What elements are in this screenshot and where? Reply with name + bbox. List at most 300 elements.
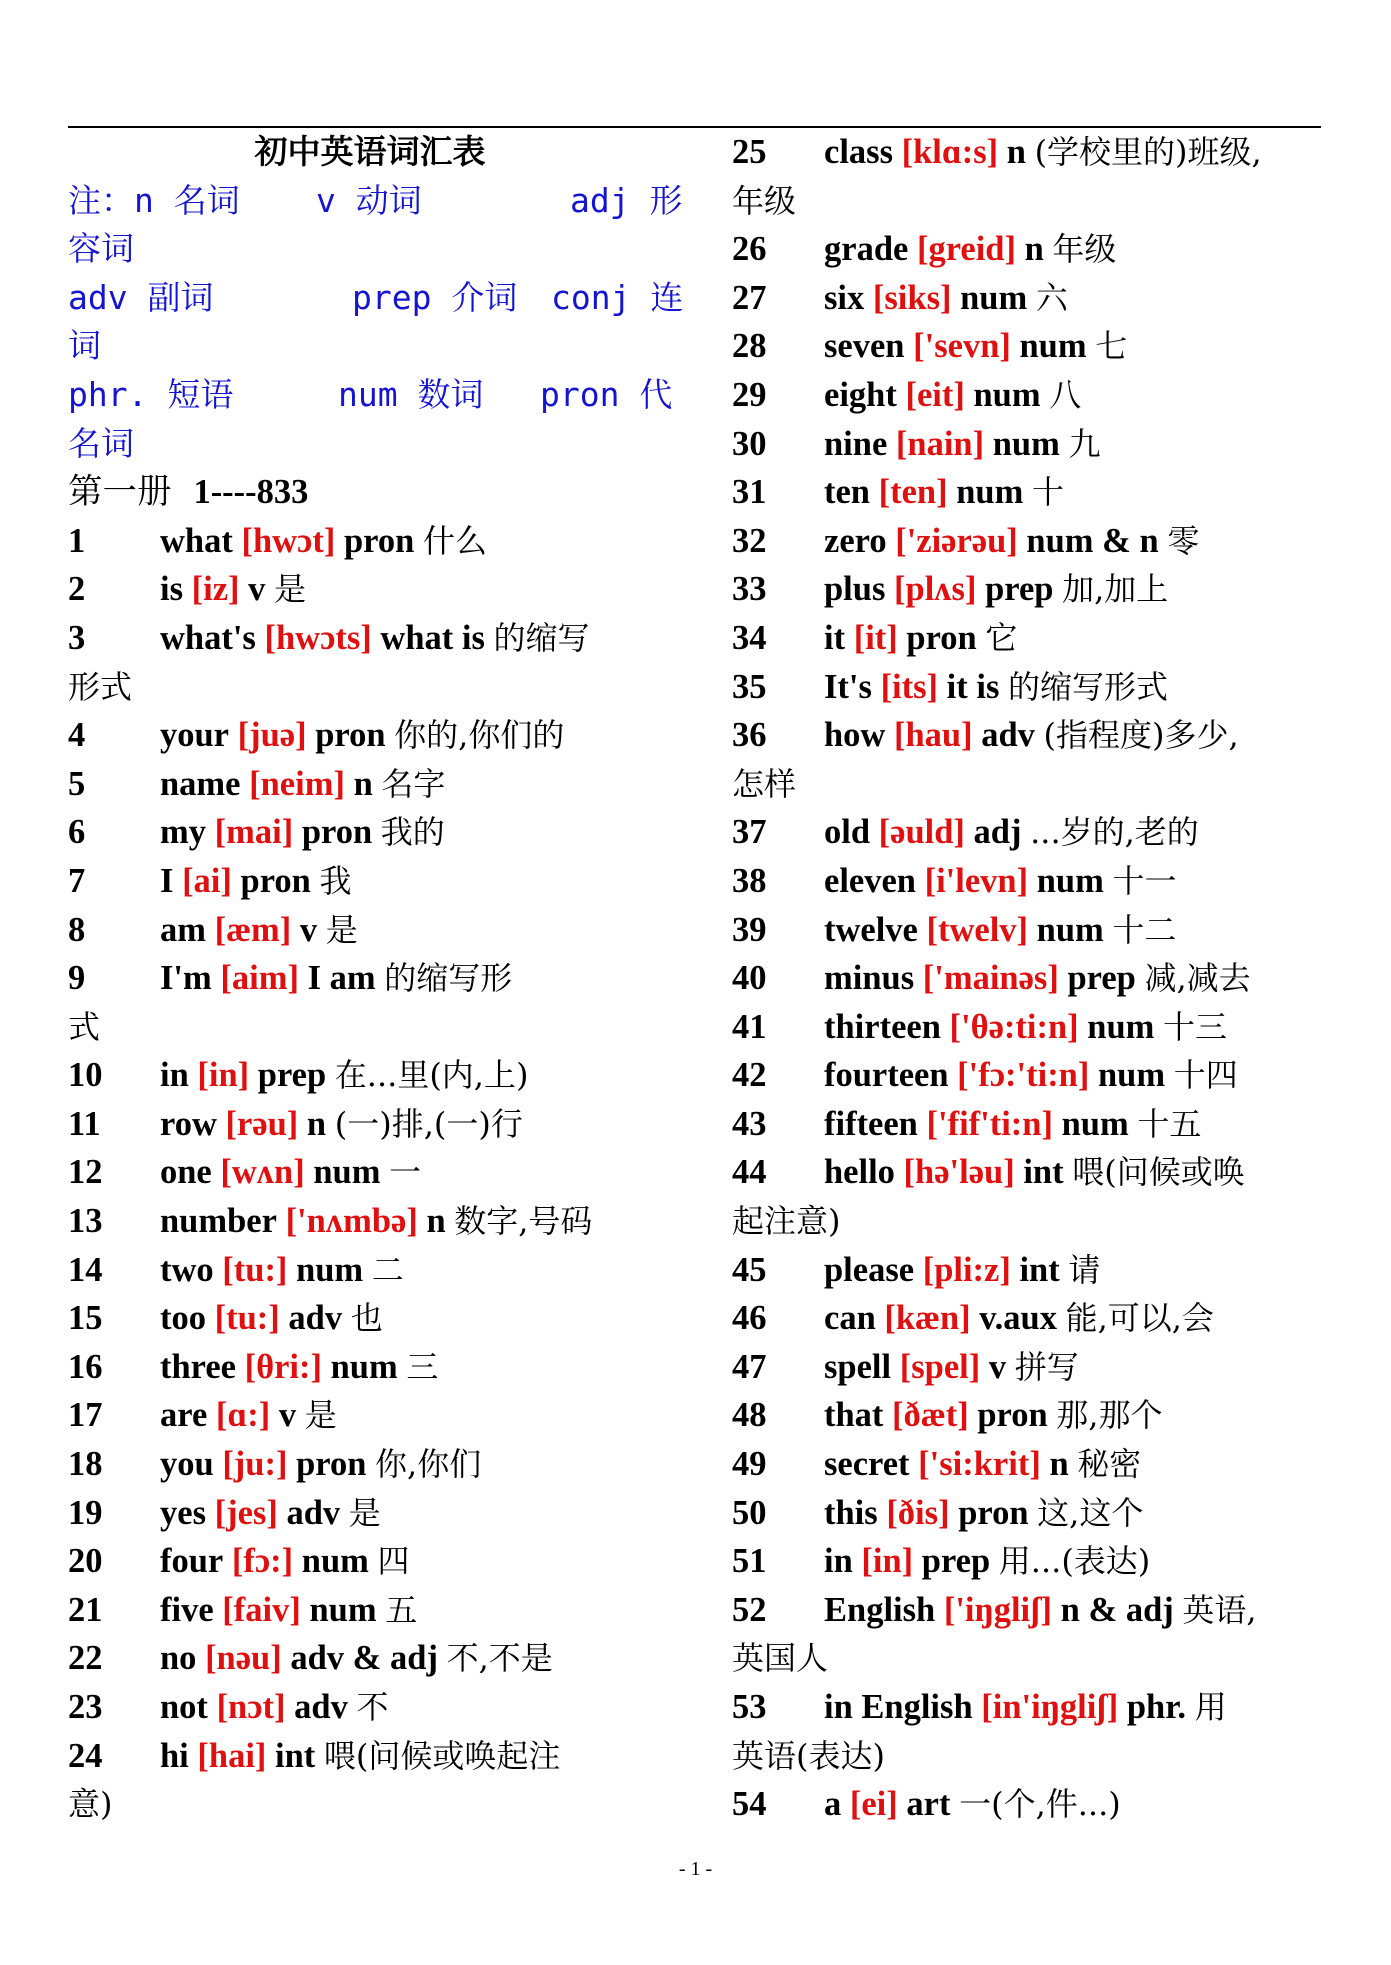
entry-meaning: 四 <box>377 1542 410 1581</box>
entry-body <box>824 322 1127 371</box>
entry-meaning: 十三 <box>1163 1007 1228 1046</box>
page-title: 初中英语词汇表 <box>254 132 486 171</box>
entry-part-of-speech: I am <box>307 959 376 998</box>
entry-number: 41 <box>732 1007 767 1046</box>
entry-number: 48 <box>732 1396 767 1435</box>
right-column <box>732 128 1324 1829</box>
entry-body <box>824 1683 1227 1732</box>
vocab-entry <box>68 1634 672 1683</box>
entry-meaning: 七 <box>1095 327 1128 366</box>
entry-number: 7 <box>68 861 86 900</box>
entry-part-of-speech: n <box>1024 230 1044 269</box>
legend-item: phr. 短语 <box>68 374 234 414</box>
entry-meaning: 十四 <box>1173 1056 1238 1095</box>
vocab-entry <box>732 954 1324 1003</box>
entry-word: zero <box>824 521 887 560</box>
entry-meaning: 六 <box>1035 278 1068 317</box>
entry-number: 46 <box>732 1299 767 1338</box>
entry-meaning: (指程度)多少, <box>1043 716 1239 755</box>
entry-continuation: 意) <box>68 1785 113 1824</box>
vocab-entry <box>732 663 1324 712</box>
entry-meaning: 拼写 <box>1014 1347 1079 1386</box>
entry-body <box>160 760 445 809</box>
entry-word: class <box>824 133 893 171</box>
entry-word: hello <box>824 1153 895 1192</box>
entry-phonetic: ['ziərəu] <box>895 521 1018 560</box>
entry-number: 47 <box>732 1347 767 1386</box>
legend-line: 容词 <box>68 229 134 269</box>
entry-meaning: (学校里的)班级, <box>1034 133 1262 171</box>
entry-part-of-speech: int <box>1023 1153 1064 1192</box>
vocab-entry <box>68 1100 672 1149</box>
entry-phonetic: ['nʌmbə] <box>285 1202 418 1241</box>
entry-word: minus <box>824 959 915 998</box>
entry-part-of-speech: num <box>956 473 1024 512</box>
entry-word: this <box>824 1493 878 1532</box>
entry-body <box>160 1051 528 1100</box>
vocab-entry <box>732 225 1324 274</box>
entry-number: 35 <box>732 667 767 706</box>
vocab-entry <box>732 371 1324 420</box>
entry-word: my <box>160 813 206 852</box>
entry-meaning: 加,加上 <box>1062 570 1169 609</box>
entry-meaning: 的缩写形式 <box>1008 667 1169 706</box>
entry-number: 17 <box>68 1396 103 1435</box>
entry-part-of-speech: int <box>275 1736 316 1775</box>
entry-word: twelve <box>824 910 918 949</box>
vocab-entry <box>68 1586 672 1635</box>
entry-part-of-speech: num <box>1087 1007 1155 1046</box>
legend-line: 名词 <box>68 423 134 463</box>
entry-number: 23 <box>68 1688 103 1726</box>
entry-phonetic: [tu:] <box>214 1299 280 1338</box>
entry-word: yes <box>160 1493 206 1532</box>
entry-meaning: 英语, <box>1182 1590 1257 1629</box>
volume-range: 1----833 <box>193 473 309 512</box>
entry-number: 21 <box>68 1590 103 1629</box>
entry-meaning: 是 <box>304 1396 337 1435</box>
page-number: - 1 - <box>678 1858 713 1880</box>
entry-part-of-speech: num <box>1019 327 1087 366</box>
entry-part-of-speech: num <box>296 1250 364 1289</box>
entry-body <box>824 1537 1150 1586</box>
entry-number: 18 <box>68 1445 103 1484</box>
entry-phonetic: [hə'ləu] <box>903 1153 1015 1192</box>
entry-part-of-speech: prep <box>921 1542 991 1581</box>
entry-phonetic: [siks] <box>872 278 952 317</box>
entry-meaning: 在...里(内,上) <box>334 1056 529 1095</box>
entry-number: 49 <box>732 1445 767 1484</box>
entry-part-of-speech: n <box>353 764 373 803</box>
vocab-entry <box>68 1537 672 1586</box>
entry-meaning: 五 <box>385 1590 418 1629</box>
entry-body <box>160 1148 421 1197</box>
entry-body <box>824 128 1262 177</box>
vocab-entry <box>68 565 672 614</box>
entry-part-of-speech: num <box>1061 1104 1129 1143</box>
vocab-entry <box>68 1343 672 1392</box>
entry-number: 29 <box>732 375 767 414</box>
entry-part-of-speech: v <box>278 1396 297 1435</box>
entry-number: 30 <box>732 424 767 463</box>
entry-body <box>824 808 1199 857</box>
entry-word: plus <box>824 570 886 609</box>
entry-meaning: 喂(问候或唤 <box>1072 1153 1245 1192</box>
entry-part-of-speech: n <box>306 1104 327 1143</box>
entry-word: row <box>160 1104 217 1143</box>
entry-word: please <box>824 1250 915 1289</box>
entry-word: what <box>160 521 233 560</box>
entry-word: nine <box>824 424 888 463</box>
entry-body <box>160 1197 592 1246</box>
entry-number: 44 <box>732 1153 767 1192</box>
entry-phonetic: [nɔt] <box>216 1688 286 1726</box>
entry-body <box>160 906 358 955</box>
entry-phonetic: [ai] <box>182 861 232 900</box>
entry-meaning: 的缩写形 <box>384 959 513 998</box>
entry-part-of-speech: n & adj <box>1060 1590 1174 1629</box>
entry-word: five <box>160 1590 214 1629</box>
entry-word: your <box>160 716 229 755</box>
entry-number: 22 <box>68 1639 103 1678</box>
entry-body <box>824 1003 1227 1052</box>
entry-part-of-speech: adv <box>981 716 1035 755</box>
entry-phonetic: [juə] <box>237 716 307 755</box>
entry-meaning: 不 <box>356 1688 389 1726</box>
entry-number: 3 <box>68 618 86 657</box>
entry-phonetic: [in] <box>861 1542 914 1581</box>
legend-item: conj 连 <box>551 277 684 317</box>
entry-phonetic: [it] <box>853 618 898 657</box>
entry-number: 31 <box>732 473 767 512</box>
vocab-entry <box>68 808 672 857</box>
vocab-entry <box>68 906 672 955</box>
legend-line <box>68 371 672 420</box>
entry-phonetic: [twelv] <box>926 910 1029 949</box>
entry-part-of-speech: pron <box>958 1493 1029 1532</box>
entry-meaning: 它 <box>985 618 1018 657</box>
entry-word: secret <box>824 1445 910 1484</box>
vocab-entry <box>732 517 1324 566</box>
entry-number: 16 <box>68 1347 103 1386</box>
vocab-entry <box>732 274 1324 323</box>
entry-body <box>824 565 1168 614</box>
entry-word: ten <box>824 473 870 512</box>
entry-number: 39 <box>732 910 767 949</box>
entry-body <box>160 614 590 663</box>
entry-word: in <box>824 1542 853 1581</box>
entry-part-of-speech: num <box>301 1542 369 1581</box>
entry-phonetic: ['sevn] <box>913 327 1011 366</box>
entry-part-of-speech: num <box>960 278 1028 317</box>
entry-body <box>160 1246 404 1295</box>
vocab-entry <box>732 1100 1324 1149</box>
vocab-entry <box>68 1732 672 1781</box>
entry-word: am <box>160 910 206 949</box>
entry-meaning: 名字 <box>381 764 446 803</box>
entry-phonetic: ['fif'ti:n] <box>926 1104 1053 1143</box>
entry-number: 33 <box>732 570 767 609</box>
entry-word: eight <box>824 375 897 414</box>
vocab-entry <box>732 1489 1324 1538</box>
entry-phonetic: [jes] <box>214 1493 278 1532</box>
vocab-entry <box>68 517 672 566</box>
entry-phonetic: [aim] <box>220 959 299 998</box>
entry-phonetic: [əuld] <box>878 813 965 852</box>
vocab-entry <box>732 1148 1324 1197</box>
vocab-entry <box>68 857 672 906</box>
entry-meaning: 什么 <box>422 521 487 560</box>
entry-body <box>824 371 1081 420</box>
vocab-entry <box>68 1683 672 1732</box>
entry-part-of-speech: prep <box>257 1056 327 1095</box>
entry-word: fifteen <box>824 1104 918 1143</box>
legend-item: 注：n 名词 <box>68 180 240 220</box>
vocab-entry <box>68 1148 672 1197</box>
entry-meaning: 数字,号码 <box>454 1202 593 1241</box>
entry-meaning: 八 <box>1049 375 1082 414</box>
entry-meaning: 年级 <box>1052 230 1117 269</box>
entry-phonetic: [wʌn] <box>220 1153 305 1192</box>
entry-body <box>824 906 1176 955</box>
entry-phonetic: [kæn] <box>884 1299 971 1338</box>
entry-phonetic: [ten] <box>878 473 948 512</box>
entry-body <box>824 1100 1201 1149</box>
entry-body <box>824 420 1100 469</box>
entry-meaning: 的缩写 <box>493 618 590 657</box>
entry-body <box>160 1343 438 1392</box>
vocab-entry <box>732 1294 1324 1343</box>
entry-part-of-speech: pron <box>296 1445 367 1484</box>
entry-meaning: 九 <box>1068 424 1101 463</box>
legend-item: num 数词 <box>338 374 484 414</box>
vocab-entry <box>68 711 672 760</box>
vocab-entry <box>732 1343 1324 1392</box>
vocab-entry <box>68 1489 672 1538</box>
entry-part-of-speech: v <box>299 910 318 949</box>
entry-continuation: 年级 <box>732 181 797 220</box>
entry-part-of-speech: pron <box>240 861 311 900</box>
legend-line: 词 <box>68 326 101 366</box>
entry-word: English <box>824 1590 936 1629</box>
entry-word: seven <box>824 327 905 366</box>
entry-part-of-speech: n <box>426 1202 446 1241</box>
entry-number: 14 <box>68 1250 103 1289</box>
vocab-entry <box>68 1440 672 1489</box>
entry-body <box>160 565 306 614</box>
entry-part-of-speech: it is <box>946 667 1000 706</box>
entry-part-of-speech: adj <box>973 813 1022 852</box>
entry-part-of-speech: n <box>1049 1445 1069 1484</box>
entry-word: fourteen <box>824 1056 949 1095</box>
entry-meaning: 十一 <box>1112 861 1177 900</box>
entry-body <box>824 711 1239 760</box>
vocab-entry <box>732 1586 1324 1635</box>
entry-phonetic: ['mainəs] <box>922 959 1059 998</box>
entry-part-of-speech: num & n <box>1026 521 1159 560</box>
vocab-entry <box>732 1051 1324 1100</box>
entry-word: I <box>160 861 174 900</box>
entry-body <box>160 1732 560 1781</box>
entry-meaning: ...岁的,老的 <box>1030 813 1199 852</box>
entry-phonetic: [spel] <box>899 1347 981 1386</box>
entry-part-of-speech: what is <box>380 618 485 657</box>
entry-body <box>160 1489 381 1538</box>
entry-part-of-speech: int <box>1019 1250 1060 1289</box>
entry-meaning: 秘密 <box>1077 1445 1142 1484</box>
entry-meaning: 我的 <box>380 813 445 852</box>
entry-phonetic: [θri:] <box>244 1347 322 1386</box>
entry-meaning: 能,可以,会 <box>1065 1299 1214 1338</box>
entry-word: three <box>160 1347 236 1386</box>
entry-word: not <box>160 1688 208 1726</box>
entry-number: 27 <box>732 278 767 317</box>
legend-line <box>68 274 684 323</box>
entry-meaning: 是 <box>274 570 307 609</box>
left-column <box>68 128 684 1829</box>
entry-continuation: 怎样 <box>732 764 797 803</box>
entry-meaning: 喂(问候或唤起注 <box>323 1736 561 1775</box>
legend-item: pron 代 <box>540 374 673 414</box>
vocab-entry <box>732 906 1324 955</box>
entry-meaning: 用...(表达) <box>998 1542 1151 1581</box>
entry-phonetic: [nain] <box>895 424 985 463</box>
vocab-entry <box>732 1683 1324 1732</box>
entry-body <box>160 954 512 1003</box>
entry-number: 45 <box>732 1250 767 1289</box>
entry-body <box>160 1537 410 1586</box>
vocab-entry <box>732 857 1324 906</box>
vocab-entry <box>68 1391 672 1440</box>
entry-body <box>824 1148 1245 1197</box>
entry-phonetic: [its] <box>880 667 939 706</box>
entry-word: two <box>160 1250 214 1289</box>
entry-body <box>160 1294 383 1343</box>
entry-number: 19 <box>68 1493 103 1532</box>
entry-phonetic: [ju:] <box>222 1445 288 1484</box>
entry-number: 8 <box>68 910 86 949</box>
entry-phonetic: [klɑ:s] <box>901 133 999 171</box>
entry-number: 38 <box>732 861 767 900</box>
entry-body <box>824 857 1176 906</box>
entry-phonetic: [rəu] <box>225 1104 299 1143</box>
vocab-entry <box>732 1780 1324 1829</box>
entry-part-of-speech: num <box>973 375 1041 414</box>
legend-item: adv 副词 <box>68 277 214 317</box>
vocab-entry <box>732 322 1324 371</box>
entry-phonetic: [pli:z] <box>922 1250 1011 1289</box>
entry-phonetic: [æm] <box>214 910 292 949</box>
entry-meaning: 那,那个 <box>1056 1396 1163 1435</box>
entry-number: 2 <box>68 570 86 609</box>
entry-number: 28 <box>732 327 767 366</box>
entry-number: 4 <box>68 716 86 755</box>
vocab-entry <box>732 614 1324 663</box>
entry-body <box>824 1586 1257 1635</box>
entry-meaning: 也 <box>350 1299 383 1338</box>
entry-number: 13 <box>68 1202 103 1241</box>
vocab-entry <box>732 420 1324 469</box>
entry-phonetic: [greid] <box>916 230 1016 269</box>
entry-part-of-speech: prep <box>1067 959 1136 998</box>
entry-meaning: 十二 <box>1112 910 1177 949</box>
entry-part-of-speech: pron <box>315 716 386 755</box>
entry-number: 52 <box>732 1590 767 1629</box>
entry-number: 37 <box>732 813 767 852</box>
entry-meaning: 减,减去 <box>1144 959 1251 998</box>
entry-meaning: 三 <box>406 1347 439 1386</box>
entry-body <box>824 1294 1214 1343</box>
entry-part-of-speech: num <box>1098 1056 1166 1095</box>
entry-phonetic: [ðæt] <box>892 1396 969 1435</box>
entry-number: 51 <box>732 1542 767 1581</box>
entry-number: 50 <box>732 1493 767 1532</box>
entry-phonetic: [hau] <box>893 716 973 755</box>
entry-meaning: 这,这个 <box>1037 1493 1144 1532</box>
entry-word: in English <box>824 1688 973 1726</box>
entry-part-of-speech: adv & adj <box>290 1639 438 1678</box>
entry-phonetic: [plʌs] <box>894 570 977 609</box>
entry-meaning: 你,你们 <box>375 1445 482 1484</box>
entry-word: a <box>824 1785 842 1824</box>
entry-word: are <box>160 1396 208 1435</box>
entry-part-of-speech: pron <box>906 618 977 657</box>
entry-meaning: 你的,你们的 <box>394 716 565 755</box>
entry-number: 9 <box>68 959 86 998</box>
entry-phonetic: ['iŋgliʃ] <box>943 1590 1053 1629</box>
entry-meaning: 二 <box>371 1250 404 1289</box>
vocab-entry <box>68 1051 672 1100</box>
entry-word: old <box>824 813 871 852</box>
vocab-entry <box>732 1537 1324 1586</box>
entry-body <box>824 1246 1100 1295</box>
entry-body <box>160 517 487 566</box>
legend-item: v 动词 <box>316 180 422 220</box>
entry-body <box>824 1489 1143 1538</box>
entry-phonetic: [neim] <box>249 764 345 803</box>
vocab-entry <box>68 1294 672 1343</box>
legend-line <box>68 177 683 226</box>
entry-list-left <box>68 517 672 1829</box>
entry-word: I'm <box>160 959 212 998</box>
entry-word: It's <box>824 667 872 706</box>
entry-meaning: 不,不是 <box>446 1639 553 1678</box>
entry-part-of-speech: n <box>1006 133 1026 171</box>
entry-body <box>824 663 1168 712</box>
entry-phonetic: [ei] <box>849 1785 898 1824</box>
entry-part-of-speech: v.aux <box>979 1299 1057 1338</box>
entry-phonetic: [fɔ:] <box>231 1542 294 1581</box>
entry-word: it <box>824 618 846 657</box>
legend-item: prep 介词 <box>352 277 518 317</box>
entry-phonetic: [eit] <box>905 375 965 414</box>
entry-number: 12 <box>68 1153 103 1192</box>
entry-word: how <box>824 716 886 755</box>
entry-body <box>824 517 1199 566</box>
vocab-entry <box>732 468 1324 517</box>
entry-phonetic: [ɑ:] <box>215 1396 271 1435</box>
entry-number: 25 <box>732 133 767 171</box>
entry-meaning: 十 <box>1031 473 1064 512</box>
entry-body <box>824 1440 1141 1489</box>
entry-word: what's <box>160 618 256 657</box>
entry-phonetic: [i'levn] <box>924 861 1029 900</box>
entry-number: 26 <box>732 230 767 269</box>
entry-part-of-speech: pron <box>343 521 415 560</box>
entry-word: can <box>824 1299 876 1338</box>
entry-number: 40 <box>732 959 767 998</box>
entry-meaning: 是 <box>325 910 358 949</box>
